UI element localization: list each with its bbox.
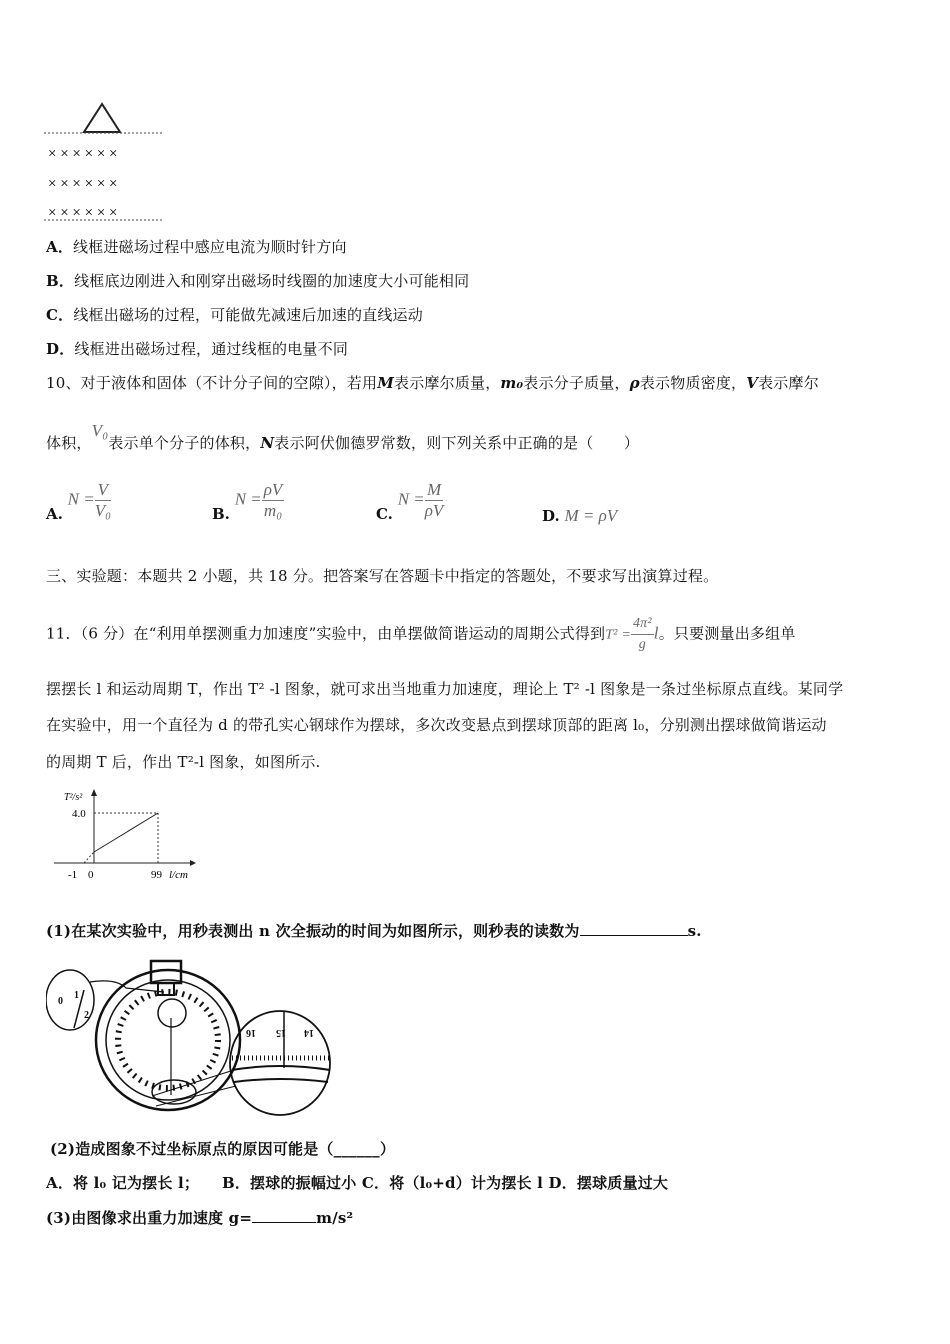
q10-option-c: C. N = $\frac{M}{\rho V}$ bbox=[376, 480, 444, 523]
q11-intro: 11．（6 分）在“利用单摆测重力加速度”实验中，由单摆做简谐运动的周期公式得到T² = $\frac{\text{4π²}}{g}$ l。只要测量出多组单 bbox=[46, 616, 796, 652]
answer-blank-3[interactable] bbox=[252, 1222, 316, 1223]
y-axis-label: T²/s² bbox=[64, 792, 83, 803]
stopwatch-scale-label: 2 bbox=[84, 1010, 89, 1021]
stopwatch-figure bbox=[46, 958, 346, 1116]
q11-sub2-options: A．将 l₀ 记为摆长 l； B．摆球的振幅过小 C．将（l₀+d）计为摆长 l D．摆球质量过大 bbox=[46, 1174, 669, 1192]
q11-sub1: (1)在某次实验中，用秒表测出 n 次全振动的时间为如图所示，则秒表的读数为 s. bbox=[46, 922, 702, 940]
q9-option-b: B．线框底边刚进入和刚穿出磁场时线圈的加速度大小可能相同 bbox=[46, 272, 470, 290]
q11-sub2: (2)造成图象不过坐标原点的原因可能是（______） bbox=[50, 1140, 396, 1158]
q11-line2: 摆摆长 l 和运动周期 T，作出 T² -l 图象，就可求出当地重力加速度，理论上 T² -l 图象是一条过坐标原点直线。某同学 bbox=[46, 680, 844, 698]
stopwatch-scale-label: 0 bbox=[58, 996, 63, 1007]
svg-text:× × × × × ×: × × × × × × bbox=[48, 176, 118, 192]
stopwatch-scale-label: 15 bbox=[276, 1027, 286, 1038]
q10-option-b: B. N = $\frac{\rho V}{\text{m₀}}$ bbox=[212, 480, 283, 523]
q10-stem-line2: 体积，V₀表示单个分子的体积，N表示阿伏伽德罗常数，则下列关系中正确的是（ ） bbox=[46, 421, 640, 452]
q9-option-a: A．线框进磁场过程中感应电流为顺时针方向 bbox=[46, 238, 347, 256]
answer-blank-1[interactable] bbox=[580, 935, 688, 936]
q9-option-c: C．线框出磁场的过程，可能做先减速后加速的直线运动 bbox=[46, 306, 423, 324]
svg-text:× × × × × ×: × × × × × × bbox=[48, 205, 118, 221]
q10-option-a: A. N = $\frac{V}{\text{V₀}}$ bbox=[46, 480, 112, 523]
x-axis-label: l/cm bbox=[169, 869, 188, 881]
y-tick-4: 4.0 bbox=[72, 808, 86, 820]
q10-option-d: D. M = ρV bbox=[542, 506, 618, 525]
x-tick-neg1: -1 bbox=[68, 869, 78, 881]
x-tick-0: 0 bbox=[88, 869, 94, 881]
stopwatch-scale-label: 16 bbox=[246, 1027, 256, 1038]
x-tick-99: 99 bbox=[151, 869, 162, 881]
q11-line3: 在实验中，用一个直径为 d 的带孔实心钢球作为摆球，多次改变悬点到摆球顶部的距离 l₀，分别测出摆球做简谐运动 bbox=[46, 716, 827, 734]
q9-option-d: D．线框进出磁场过程，通过线框的电量不同 bbox=[46, 340, 349, 358]
svg-text:× × × × × ×: × × × × × × bbox=[48, 146, 118, 162]
magnetic-field-figure bbox=[40, 100, 170, 225]
q11-sub3: (3)由图像求出重力加速度 g= m/s² bbox=[46, 1209, 354, 1227]
q10-stem-line1: 10、对于液体和固体（不计分子间的空隙），若用M表示摩尔质量，m₀表示分子质量，ρ表示物质密度，V表示摩尔 bbox=[46, 374, 819, 392]
t2-l-graph bbox=[50, 788, 210, 884]
stopwatch-scale-label: 14 bbox=[304, 1027, 314, 1038]
q11-line4: 的周期 T 后，作出 T²-l 图象，如图所示. bbox=[46, 753, 321, 771]
stopwatch-scale-label: 1 bbox=[74, 990, 79, 1001]
section-3-heading: 三、实验题：本题共 2 小题，共 18 分。把答案写在答题卡中指定的答题处，不要求写出演算过程。 bbox=[46, 567, 719, 585]
